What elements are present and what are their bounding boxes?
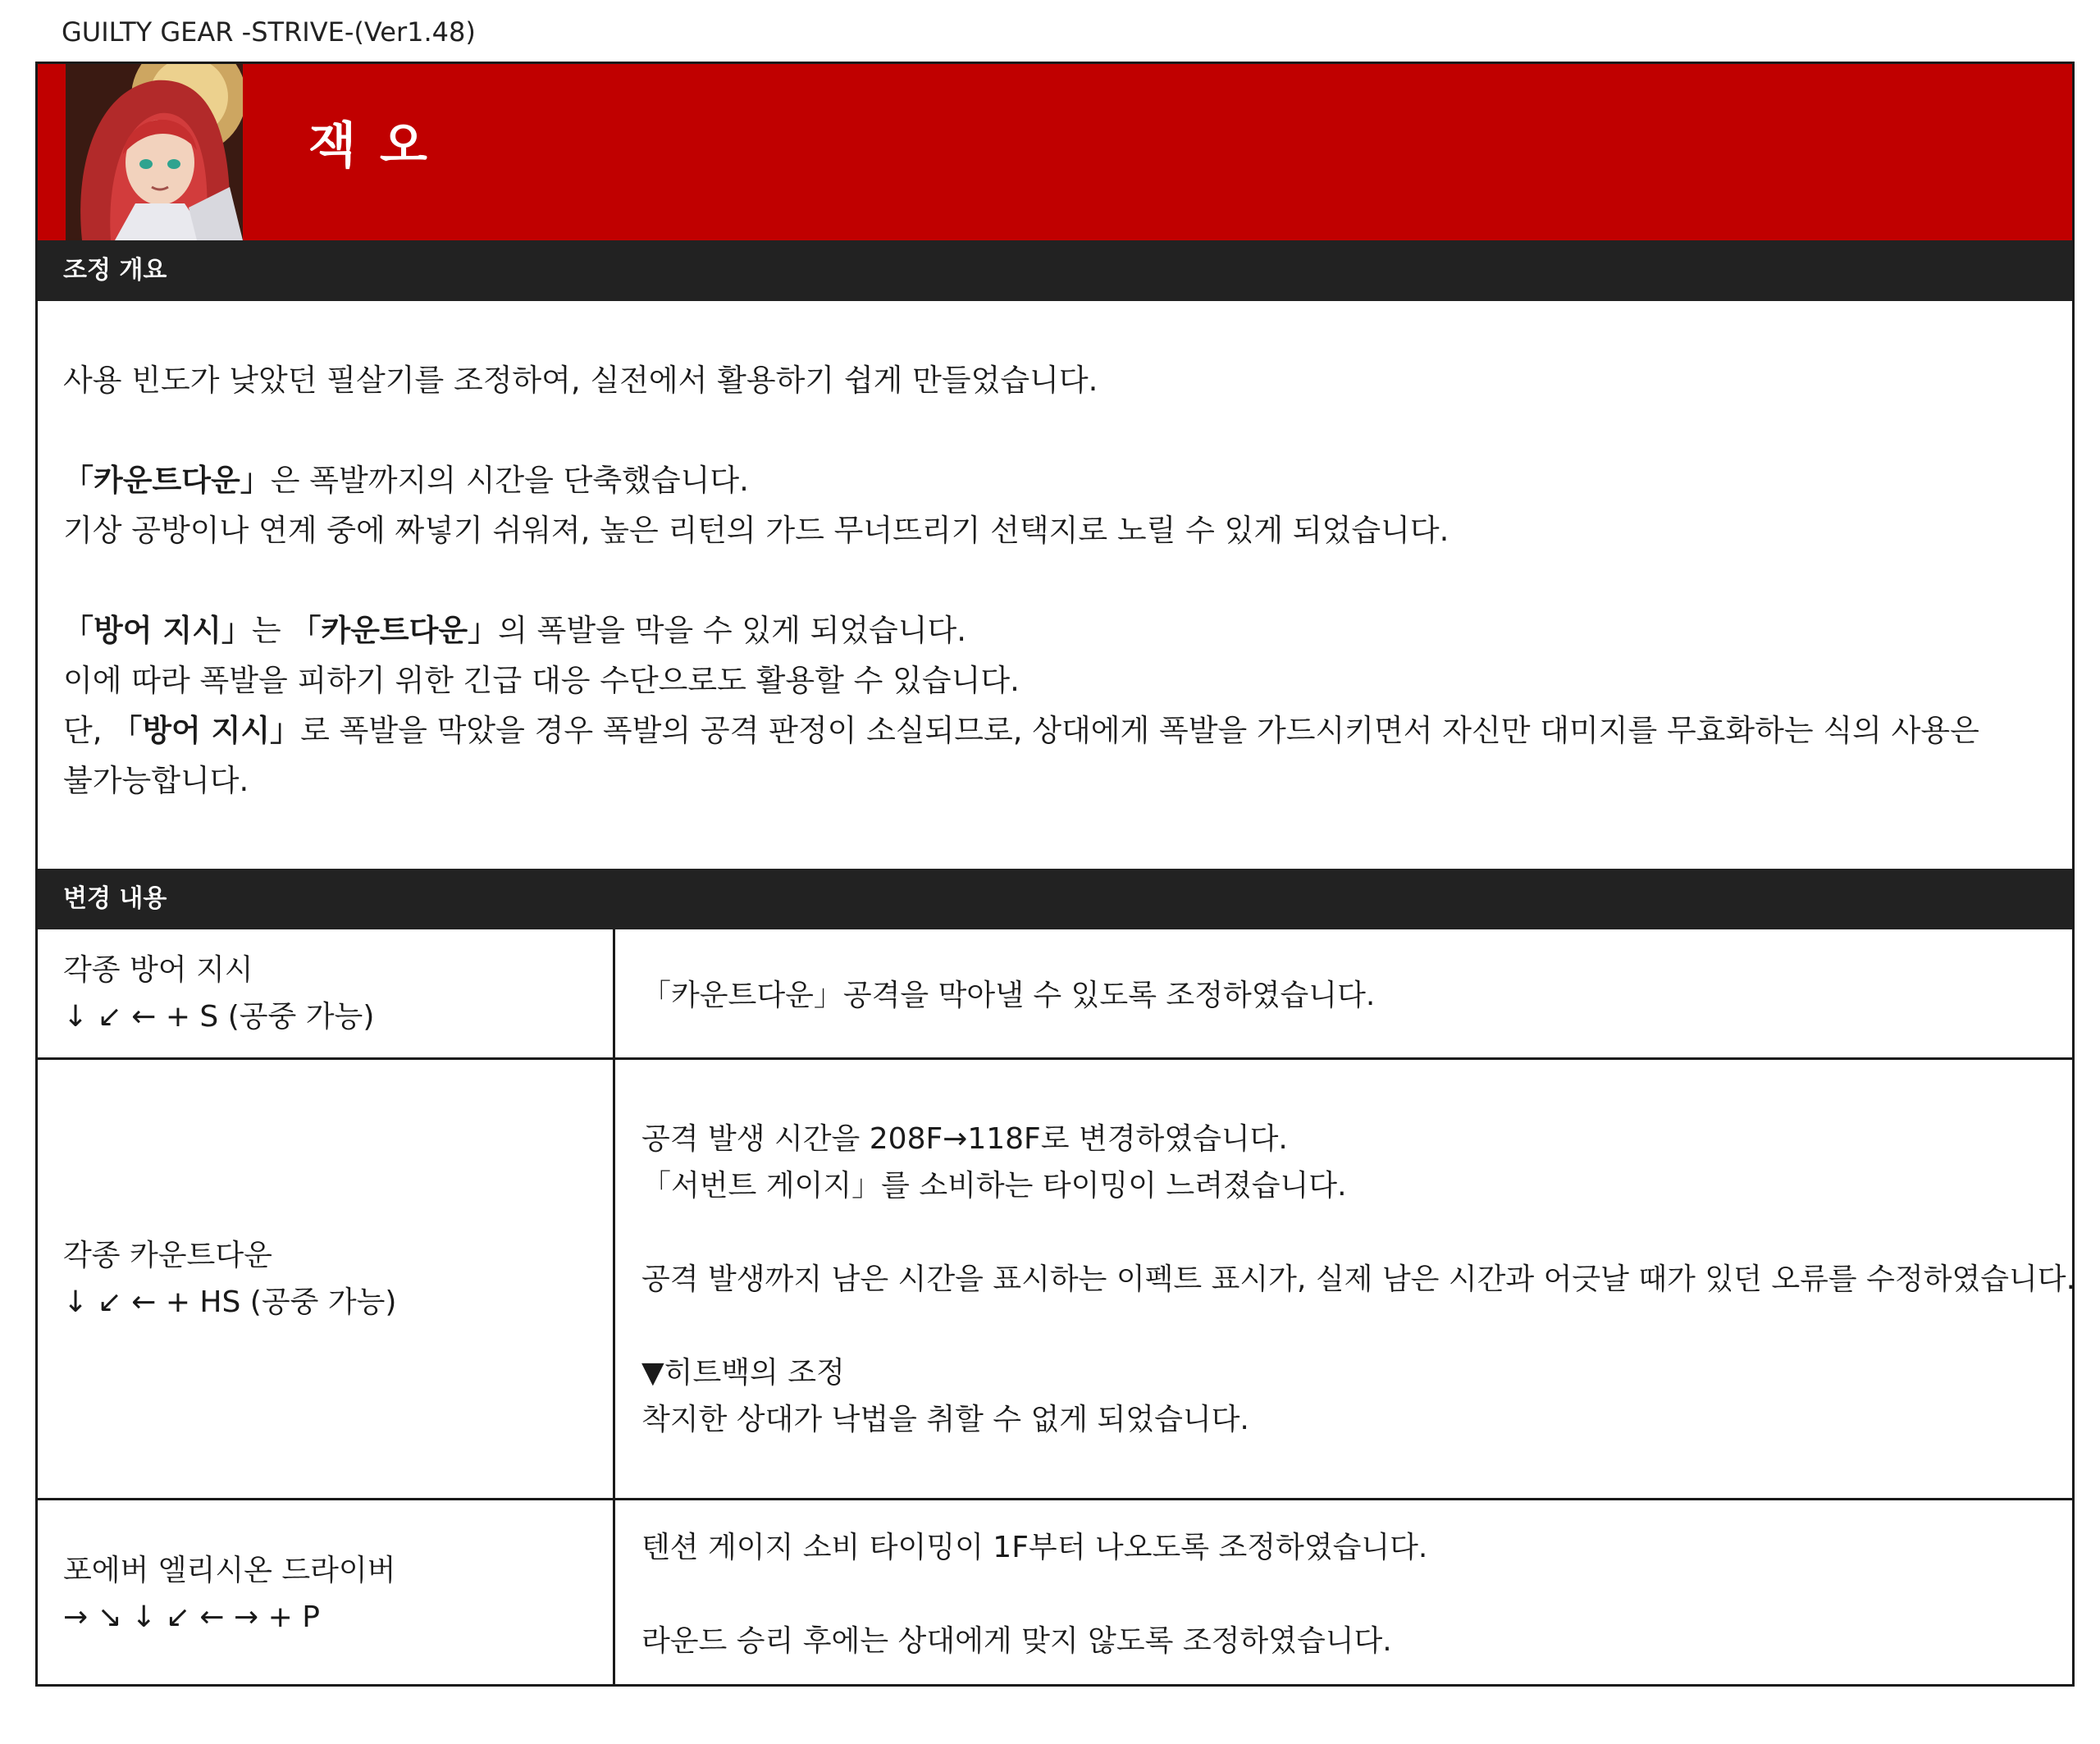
patch-note-sheet: [35, 62, 2075, 1687]
summary-line: 불가능합니다.: [63, 763, 249, 798]
move-command: → ↘ ↓ ↙ ← → + P: [63, 1600, 320, 1634]
change-detail: 착지한 상대가 낙법을 취할 수 없게 되었습니다.: [641, 1403, 1249, 1436]
changes-section-header: 변경 내용: [38, 869, 2072, 929]
adjustment-summary: [63, 355, 2048, 806]
summary-paragraph: 「방어 지시」는 「카운트다운」의 폭발을 막을 수 있게 되었습니다.: [63, 613, 967, 648]
summary-line: 단, 「방어 지시」로 폭발을 막았을 경우 폭발의 공격 판정이 소실되므로, 상대에게 폭발을 가드시키면서 자신만 대미지를 무효화하는 식의 사용은: [63, 713, 1979, 748]
change-detail-cell: [641, 972, 2061, 1019]
change-detail-subheading: ▼히트백의 조정: [641, 1356, 845, 1390]
move-cell: [63, 947, 596, 1040]
move-command: ↓ ↙ ← + HS (공중 가능): [63, 1285, 397, 1319]
move-command: ↓ ↙ ← + S (공중 가능): [63, 1000, 375, 1034]
keyword-countdown: 「카운트다운」: [290, 613, 499, 648]
game-version-title: GUILTY GEAR -STRIVE-(Ver1.48): [62, 16, 476, 48]
character-portrait-icon: [66, 64, 243, 240]
change-detail: 텐션 게이지 소비 타이밍이 1F부터 나오도록 조정하였습니다.: [641, 1531, 1428, 1564]
summary-paragraph: 「카운트다운」은 폭발까지의 시간을 단축했습니다.: [63, 463, 749, 498]
move-cell: [63, 1547, 596, 1641]
move-name: 각종 방어 지시: [63, 953, 253, 987]
summary-line: 사용 빈도가 낮았던 필살기를 조정하여, 실전에서 활용하기 쉽게 만들었습니다.: [63, 363, 1098, 398]
change-detail-cell: [641, 1524, 2061, 1664]
change-detail: 공격 발생까지 남은 시간을 표시하는 이펙트 표시가, 실제 남은 시간과 어긋날 때가 있던 오류를 수정하였습니다.: [641, 1262, 2076, 1296]
move-cell: [63, 1232, 596, 1326]
summary-section-header: 조정 개요: [38, 240, 2072, 301]
keyword-countdown: 「카운트다운」: [63, 463, 271, 498]
row-divider: [38, 1498, 2072, 1500]
character-header: [38, 64, 2072, 240]
character-name: 잭 오: [308, 117, 431, 175]
change-detail: 「서번트 게이지」를 소비하는 타이밍이 느려졌습니다.: [641, 1169, 1347, 1203]
keyword-defense-order: 「방어 지시」: [112, 713, 301, 748]
change-detail: 라운드 승리 후에는 상대에게 맞지 않도록 조정하였습니다.: [641, 1624, 1392, 1658]
move-name: 각종 카운트다운: [63, 1239, 272, 1272]
column-divider: [613, 929, 615, 1687]
move-name: 포에버 엘리시온 드라이버: [63, 1554, 396, 1587]
keyword-defense-order: 「방어 지시」: [63, 613, 252, 648]
row-divider: [38, 1057, 2072, 1060]
summary-line: 이에 따라 폭발을 피하기 위한 긴급 대응 수단으로도 활용할 수 있습니다.: [63, 663, 1020, 698]
change-detail: 공격 발생 시간을 208F→118F로 변경하였습니다.: [641, 1122, 1288, 1156]
summary-line: 기상 공방이나 연계 중에 짜넣기 쉬워져, 높은 리턴의 가드 무너뜨리기 선택지로 노릴 수 있게 되었습니다.: [63, 513, 1449, 548]
change-detail: 「카운트다운」공격을 막아낼 수 있도록 조정하였습니다.: [641, 979, 1376, 1012]
change-detail-cell: [641, 1116, 2076, 1443]
